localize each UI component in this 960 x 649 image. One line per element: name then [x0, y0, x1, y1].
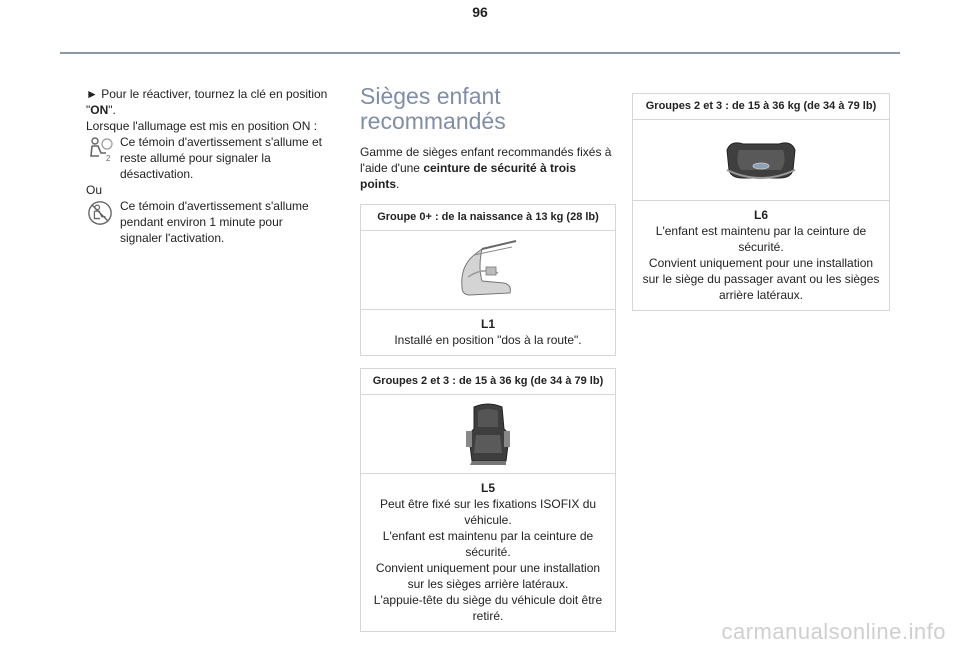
seat-card-l1 [360, 204, 616, 356]
card-image [361, 395, 615, 474]
booster-cushion-icon [721, 136, 801, 184]
left-column [86, 86, 328, 246]
airbag-warning-icon [86, 136, 114, 162]
card-line: L'appuie-tête du siège du véhicule doit être retiré. [373, 593, 603, 623]
intro-text: Gamme de sièges enfant recommandés fixés à l'aide d'une [360, 145, 612, 175]
page-number: 96 [472, 4, 488, 20]
seat-card-l5 [360, 368, 616, 632]
section-title [360, 84, 616, 134]
card-line: Installé en position "dos à la route". [394, 333, 582, 347]
card-line: L'enfant est maintenu par la ceinture de sécurité. [382, 529, 594, 559]
intro-suffix: . [396, 177, 400, 191]
ignition-line: Lorsque l'allumage est mis en position ON : [86, 119, 318, 133]
seat-code: L1 [480, 317, 495, 331]
svg-text:2: 2 [106, 154, 111, 162]
seat-code: L6 [753, 208, 768, 222]
high-back-booster-seat-icon [460, 401, 516, 467]
airbag-off-icon [86, 200, 114, 226]
card-line: Peut être fixé sur les fixations ISOFIX du véhicule. [379, 497, 597, 527]
card-image [361, 231, 615, 310]
or-label: Ou [86, 183, 103, 197]
card-image [633, 120, 889, 201]
warning-text-2: Ce témoin d'avertissement s'allume pendant environ 1 minute pour signaler l'activation. [120, 199, 309, 245]
watermark: carmanualsonline.info [721, 619, 946, 644]
seat-card-l6 [632, 93, 890, 311]
reactivate-instruction [86, 86, 328, 118]
header-divider [60, 52, 900, 54]
card-header: Groupes 2 et 3 : de 15 à 36 kg (de 34 à 79 lb) [633, 94, 889, 120]
card-line: Convient uniquement pour une installation sur le siège du passager avant ou les sièges arrière latéraux. [642, 256, 880, 302]
card-header: Groupes 2 et 3 : de 15 à 36 kg (de 34 à 79 lb) [361, 369, 615, 395]
rear-facing-infant-seat-icon [452, 237, 524, 303]
warning-text-1: Ce témoin d'avertissement s'allume et reste allumé pour signaler la désactivation. [120, 135, 323, 181]
card-body [361, 474, 615, 631]
card-body [633, 201, 889, 310]
seat-code: L5 [480, 481, 495, 495]
intro-bold: ceinture de sécurité à trois points [360, 161, 577, 191]
right-column [632, 93, 890, 311]
reactivate-text: ► Pour le réactiver, tournez la clé en position "ON". [86, 87, 328, 117]
card-line: L'enfant est maintenu par la ceinture de sécurité. [655, 224, 867, 254]
card-line: Convient uniquement pour une installation sur les sièges arrière latéraux. [375, 561, 601, 591]
section-intro [360, 144, 616, 192]
warning-block-1 [86, 134, 328, 182]
section-title-line-1: Sièges enfant [360, 83, 501, 109]
section-title-line-2: recommandés [360, 108, 506, 134]
warning-block-2 [86, 198, 328, 246]
card-header: Groupe 0+ : de la naissance à 13 kg (28 lb) [361, 205, 615, 231]
middle-column [360, 84, 616, 632]
card-body [361, 310, 615, 355]
